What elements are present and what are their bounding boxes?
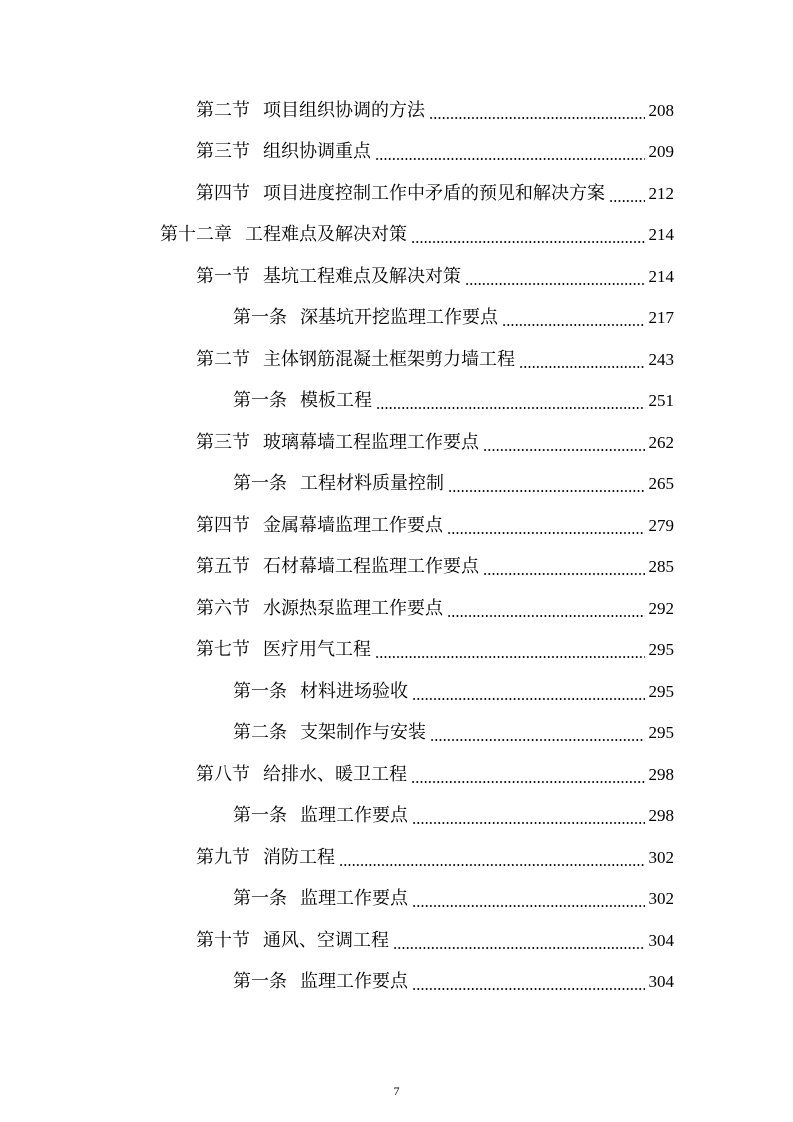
toc-entry-title: 消防工程	[263, 846, 335, 868]
dot-leader	[447, 615, 645, 617]
toc-entry[interactable]	[196, 837, 674, 879]
toc-entry-page: 298	[648, 764, 674, 784]
toc-entry[interactable]	[233, 381, 674, 423]
dot-leader	[393, 947, 645, 949]
toc-entry-title: 支架制作与安装	[300, 722, 426, 744]
dot-leader	[339, 864, 645, 866]
toc-entry-number: 第三节	[196, 431, 250, 453]
toc-entry[interactable]	[233, 671, 674, 713]
toc-entry[interactable]	[196, 547, 674, 589]
toc-entry-title: 监理工作要点	[300, 805, 408, 827]
toc-entry-page: 302	[648, 847, 674, 867]
toc-entry-title: 监理工作要点	[300, 971, 408, 993]
toc-entry-title: 通风、空调工程	[263, 929, 389, 951]
dot-leader	[375, 656, 645, 658]
toc-entry-page: 304	[648, 972, 674, 992]
toc-entry-title: 组织协调重点	[263, 141, 371, 163]
toc-entry-number: 第一条	[233, 971, 287, 993]
toc-entry[interactable]	[196, 339, 674, 381]
toc-entry-number: 第一条	[233, 680, 287, 702]
toc-entry-page: 295	[648, 723, 674, 743]
dot-leader	[412, 905, 645, 907]
toc-entry-title: 项目进度控制工作中矛盾的预见和解决方案	[263, 182, 605, 204]
toc-entry-page: 251	[648, 391, 674, 411]
toc-entry[interactable]	[196, 132, 674, 174]
toc-entry-title: 金属幕墙监理工作要点	[263, 514, 443, 536]
toc-entry[interactable]	[196, 630, 674, 672]
dot-leader	[609, 200, 645, 202]
toc-entry-number: 第五节	[196, 556, 250, 578]
toc-entry-page: 298	[648, 806, 674, 826]
dot-leader	[502, 324, 645, 326]
dot-leader	[376, 407, 645, 409]
toc-entry-number: 第八节	[196, 763, 250, 785]
toc-entry-number: 第四节	[196, 514, 250, 536]
toc-entry-page: 208	[648, 100, 674, 120]
toc-entry-page: 212	[648, 183, 674, 203]
toc-entry-page: 304	[648, 930, 674, 950]
toc-entry-title: 工程材料质量控制	[300, 473, 444, 495]
toc-entry[interactable]	[233, 464, 674, 506]
toc-entry-page: 243	[648, 349, 674, 369]
toc-entry-number: 第二节	[196, 348, 250, 370]
toc-entry[interactable]	[233, 962, 674, 1004]
toc-entry-number: 第一条	[233, 390, 287, 412]
dot-leader	[483, 449, 645, 451]
toc-entry[interactable]	[160, 215, 674, 257]
toc-entry-number: 第六节	[196, 597, 250, 619]
toc-entry-page: 214	[648, 225, 674, 245]
toc-entry-title: 给排水、暖卫工程	[263, 763, 407, 785]
toc-entry-page: 292	[648, 598, 674, 618]
toc-entry-page: 279	[648, 515, 674, 535]
page-number: 7	[393, 1084, 400, 1098]
toc-entry-number: 第二节	[196, 99, 250, 121]
toc-entry-number: 第七节	[196, 639, 250, 661]
toc-entry-title: 材料进场验收	[300, 680, 408, 702]
toc-entry-page: 295	[648, 640, 674, 660]
toc-entry-number: 第二条	[233, 722, 287, 744]
toc-entry-title: 项目组织协调的方法	[263, 99, 425, 121]
toc-entry-title: 水源热泵监理工作要点	[263, 597, 443, 619]
toc-entry-page: 214	[648, 266, 674, 286]
toc-entry[interactable]	[196, 173, 674, 215]
toc-entry[interactable]	[196, 588, 674, 630]
dot-leader	[483, 573, 645, 575]
toc-entry-number: 第一条	[233, 805, 287, 827]
toc-entry[interactable]	[233, 298, 674, 340]
toc-entry-number: 第一条	[233, 307, 287, 329]
dot-leader	[447, 532, 645, 534]
toc-entry-page: 209	[648, 142, 674, 162]
toc-entry-title: 石材幕墙工程监理工作要点	[263, 556, 479, 578]
toc-entry[interactable]	[196, 754, 674, 796]
dot-leader	[519, 366, 645, 368]
toc-entry-title: 主体钢筋混凝土框架剪力墙工程	[263, 348, 515, 370]
toc-entry-page: 262	[648, 432, 674, 452]
dot-leader	[412, 988, 645, 990]
toc-entry-number: 第一节	[196, 265, 250, 287]
dot-leader	[448, 490, 645, 492]
toc-entry[interactable]	[233, 879, 674, 921]
toc-entry[interactable]	[196, 422, 674, 464]
toc-entry-number: 第三节	[196, 141, 250, 163]
toc-entry-title: 工程难点及解决对策	[245, 224, 407, 246]
toc-entry-number: 第十二章	[160, 224, 232, 246]
dot-leader	[411, 241, 645, 243]
dot-leader	[429, 117, 645, 119]
toc-entry-page: 302	[648, 889, 674, 909]
toc-entry-number: 第九节	[196, 846, 250, 868]
toc-entry-title: 模板工程	[300, 390, 372, 412]
toc-entry[interactable]	[233, 713, 674, 755]
toc-entry[interactable]	[196, 505, 674, 547]
toc-entry-title: 监理工作要点	[300, 888, 408, 910]
toc-entry-number: 第四节	[196, 182, 250, 204]
toc-entry-page: 295	[648, 681, 674, 701]
toc-entry-title: 深基坑开挖监理工作要点	[300, 307, 498, 329]
toc-entry-number: 第一条	[233, 888, 287, 910]
toc-entry-title: 基坑工程难点及解决对策	[263, 265, 461, 287]
toc-entry-page: 217	[648, 308, 674, 328]
dot-leader	[430, 739, 645, 741]
toc-entry-title: 玻璃幕墙工程监理工作要点	[263, 431, 479, 453]
toc-entry[interactable]	[233, 796, 674, 838]
toc-entry[interactable]	[196, 90, 674, 132]
dot-leader	[412, 698, 645, 700]
toc-entry-title: 医疗用气工程	[263, 639, 371, 661]
toc-entry[interactable]	[196, 920, 674, 962]
dot-leader	[411, 781, 645, 783]
toc-entry-number: 第十节	[196, 929, 250, 951]
toc-entry[interactable]	[196, 256, 674, 298]
toc-entry-number: 第一条	[233, 473, 287, 495]
dot-leader	[412, 822, 645, 824]
dot-leader	[375, 158, 645, 160]
toc-entry-page: 265	[648, 474, 674, 494]
dot-leader	[465, 283, 645, 285]
toc-entry-page: 285	[648, 557, 674, 577]
